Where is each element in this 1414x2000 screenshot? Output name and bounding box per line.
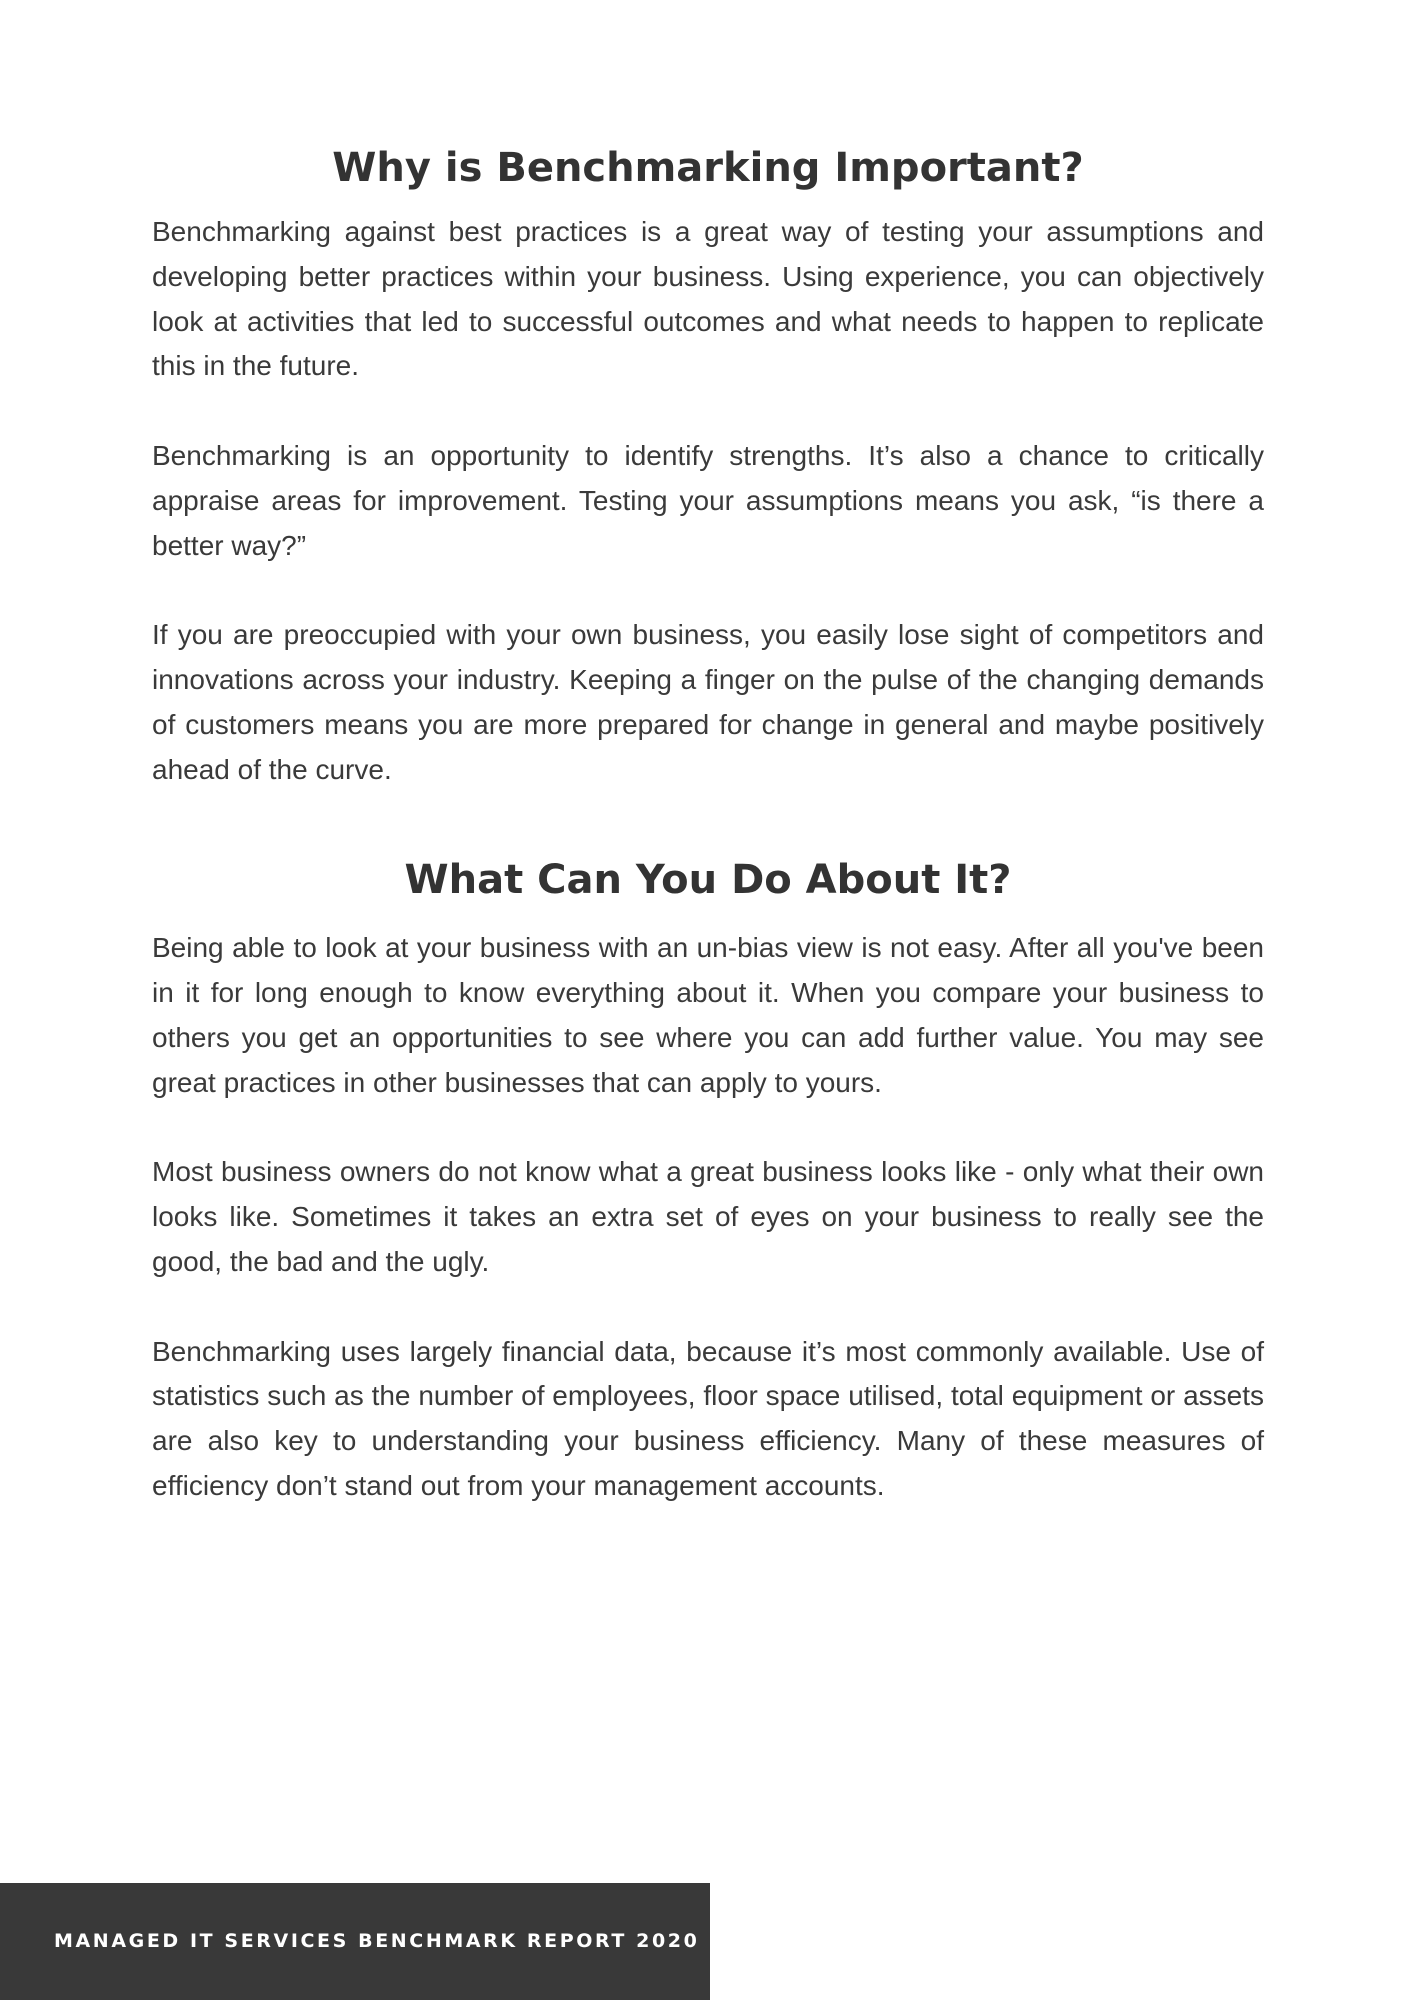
paragraph: Benchmarking uses largely financial data, because it’s most commonly available. Use of statistics such as the number of employees, floor space utilised, total equipment or assets are also key to understanding your business efficiency. Many of these measures of efficiency don’t stand out from your management accounts. — [152, 1335, 1264, 1501]
paragraph: Most business owners do not know what a great business looks like - only what their own looks like. Sometimes it takes an extra set of eyes on your business to really see the good, the bad and the ugly. — [152, 1156, 1264, 1277]
document-body — [152, 130, 1264, 1509]
footer-bar — [0, 1883, 710, 2000]
paragraph: Benchmarking against best practices is a great way of testing your assumptions and developing better practices within your business. Using experience, you can objectively look at activities that led to successful outcomes and what needs to happen to replicate this in the future. — [152, 216, 1264, 382]
footer-report-title: MANAGED IT SERVICES BENCHMARK REPORT 2020 — [54, 1930, 700, 1952]
section-heading-why-benchmarking: Why is Benchmarking Important? — [332, 145, 1084, 191]
paragraph: Being able to look at your business with an un-bias view is not easy. After all you've been in it for long enough to know everything about it. When you compare your business to others you get an opportunities to see where you can add further value. You may see great practices in other businesses that can apply to yours. — [152, 932, 1264, 1098]
section-heading-what-can-you-do: What Can You Do About It? — [404, 857, 1012, 904]
paragraph: Benchmarking is an opportunity to identify strengths. It’s also a chance to critically appraise areas for improvement. Testing your assumptions means you ask, “is there a better way?” — [152, 439, 1264, 561]
paragraph: If you are preoccupied with your own business, you easily lose sight of competitors and innovations across your industry. Keeping a finger on the pulse of the changing demands of customers means you are more prepared for change in general and maybe positively ahead of the curve. — [152, 619, 1264, 785]
